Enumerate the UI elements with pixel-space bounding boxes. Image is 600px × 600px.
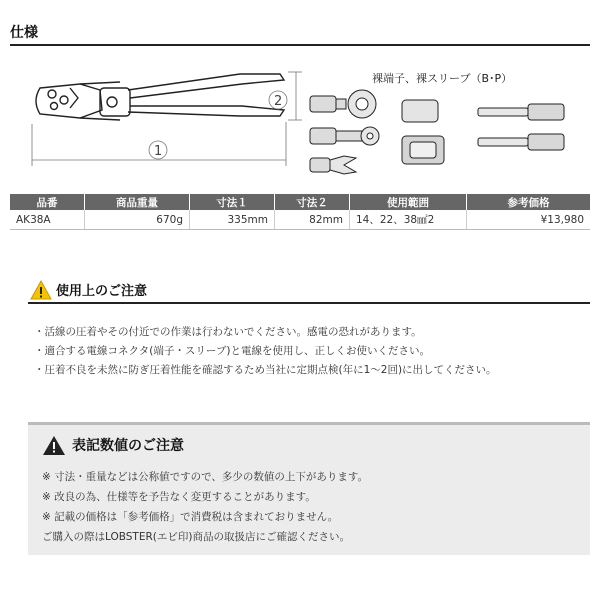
header-range: 使用範囲 — [350, 194, 467, 210]
header-dimension-1: 寸法１ — [190, 194, 275, 210]
usage-caution-header — [28, 278, 590, 300]
table-row — [10, 210, 590, 230]
spec-title: 仕様 — [10, 25, 38, 41]
list-item: ご購入の際はLOBSTER(エビ印)商品の取扱店にご確認ください。 — [42, 531, 350, 543]
value-notice-list — [42, 467, 368, 547]
spec-divider — [10, 44, 590, 46]
cell-range: 14、22、38㎟2 — [350, 210, 467, 230]
usage-caution-divider — [28, 302, 590, 304]
cell-dimension-1: 335mm — [190, 210, 275, 230]
value-notice-box — [28, 422, 590, 555]
usage-caution-title: 使用上のご注意 — [56, 284, 148, 299]
list-item: ・活線の圧着やその付近での作業は行わないでください。感電の恐れがあります。 — [34, 326, 422, 338]
list-item: ・圧着不良を未然に防ぎ圧着性能を確認するため当社に定期点検(年に1～2回)に出してください。 — [34, 364, 497, 376]
dimension-2-label: 2 — [274, 94, 283, 109]
list-item: ※ 改良の為、仕様等を予告なく変更することがあります。 — [42, 491, 316, 503]
cell-dimension-2: 82mm — [275, 210, 350, 230]
header-price: 参考価格 — [467, 194, 591, 210]
warning-icon — [30, 280, 52, 300]
list-item: ※ 記載の価格は「参考価格」で消費税は含まれておりません。 — [42, 511, 339, 523]
cell-price: ¥13,980 — [467, 210, 591, 230]
usage-caution-list — [34, 323, 497, 380]
header-weight: 商品重量 — [85, 194, 190, 210]
warning-icon — [42, 435, 66, 456]
terminal-caption: 裸端子、裸スリーブ（B･P） — [372, 72, 513, 85]
cell-part-number: AK38A — [10, 210, 85, 230]
spec-table-header — [10, 194, 590, 210]
cell-weight: 670g — [85, 210, 190, 230]
header-dimension-2: 寸法２ — [275, 194, 350, 210]
dimension-1-label: 1 — [154, 144, 163, 159]
header-part-number: 品番 — [10, 194, 85, 210]
value-notice-title: 表記数値のご注意 — [72, 438, 184, 454]
list-item: ※ 寸法・重量などは公称値ですので、多少の数値の上下があります。 — [42, 471, 369, 483]
list-item: ・適合する電線コネクタ(端子・スリーブ)と電線を使用し、正しくお使いください。 — [34, 345, 430, 357]
spec-table — [10, 194, 590, 230]
